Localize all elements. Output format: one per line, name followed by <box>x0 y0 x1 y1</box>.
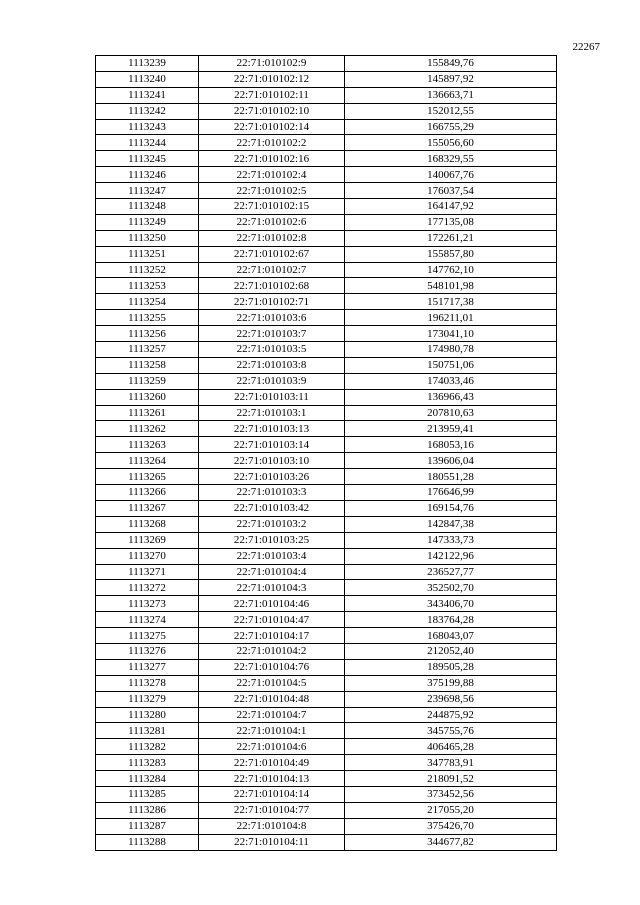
row-number-cell: 1113271 <box>96 564 199 580</box>
row-number-cell: 1113261 <box>96 405 199 421</box>
cadastral-value-cell: 142122,96 <box>345 548 557 564</box>
table-row <box>96 135 557 151</box>
cadastral-number-cell: 22:71:010104:7 <box>199 707 345 723</box>
row-number-cell: 1113282 <box>96 739 199 755</box>
cadastral-value-cell: 168053,16 <box>345 437 557 453</box>
cadastral-value-cell: 142847,38 <box>345 516 557 532</box>
cadastral-number-cell: 22:71:010102:9 <box>199 56 345 72</box>
table-row <box>96 214 557 230</box>
cadastral-number-cell: 22:71:010102:5 <box>199 183 345 199</box>
cadastral-value-cell: 176646,99 <box>345 485 557 501</box>
cadastral-number-cell: 22:71:010103:8 <box>199 357 345 373</box>
cadastral-value-cell: 212052,40 <box>345 643 557 659</box>
table-row <box>96 596 557 612</box>
row-number-cell: 1113275 <box>96 628 199 644</box>
cadastral-value-cell: 207810,63 <box>345 405 557 421</box>
cadastral-number-cell: 22:71:010104:17 <box>199 628 345 644</box>
cadastral-value-cell: 406465,28 <box>345 739 557 755</box>
row-number-cell: 1113276 <box>96 643 199 659</box>
row-number-cell: 1113264 <box>96 453 199 469</box>
cadastral-number-cell: 22:71:010103:4 <box>199 548 345 564</box>
cadastral-value-cell: 168329,55 <box>345 151 557 167</box>
cadastral-value-cell: 180551,28 <box>345 469 557 485</box>
cadastral-number-cell: 22:71:010104:76 <box>199 659 345 675</box>
cadastral-number-cell: 22:71:010102:71 <box>199 294 345 310</box>
table-row <box>96 389 557 405</box>
cadastral-number-cell: 22:71:010102:2 <box>199 135 345 151</box>
cadastral-value-cell: 217055,20 <box>345 802 557 818</box>
cadastral-value-cell: 189505,28 <box>345 659 557 675</box>
cadastral-number-cell: 22:71:010104:4 <box>199 564 345 580</box>
row-number-cell: 1113278 <box>96 675 199 691</box>
cadastral-value-cell: 174033,46 <box>345 373 557 389</box>
table-row <box>96 453 557 469</box>
row-number-cell: 1113265 <box>96 469 199 485</box>
row-number-cell: 1113247 <box>96 183 199 199</box>
cadastral-number-cell: 22:71:010104:8 <box>199 818 345 834</box>
cadastral-number-cell: 22:71:010102:14 <box>199 119 345 135</box>
row-number-cell: 1113267 <box>96 500 199 516</box>
cadastral-number-cell: 22:71:010103:26 <box>199 469 345 485</box>
table-row <box>96 580 557 596</box>
table-row <box>96 802 557 818</box>
table-row <box>96 548 557 564</box>
table-row <box>96 643 557 659</box>
cadastral-value-cell: 147762,10 <box>345 262 557 278</box>
table-row <box>96 87 557 103</box>
table-row <box>96 691 557 707</box>
row-number-cell: 1113273 <box>96 596 199 612</box>
cadastral-number-cell: 22:71:010104:11 <box>199 834 345 850</box>
row-number-cell: 1113286 <box>96 802 199 818</box>
table-row <box>96 326 557 342</box>
table-row <box>96 56 557 72</box>
cadastral-value-cell: 196211,01 <box>345 310 557 326</box>
row-number-cell: 1113272 <box>96 580 199 596</box>
cadastral-number-cell: 22:71:010103:7 <box>199 326 345 342</box>
cadastral-number-cell: 22:71:010104:48 <box>199 691 345 707</box>
table-row <box>96 707 557 723</box>
cadastral-number-cell: 22:71:010104:1 <box>199 723 345 739</box>
row-number-cell: 1113257 <box>96 342 199 358</box>
cadastral-value-cell: 352502,70 <box>345 580 557 596</box>
row-number-cell: 1113241 <box>96 87 199 103</box>
cadastral-number-cell: 22:71:010102:68 <box>199 278 345 294</box>
row-number-cell: 1113248 <box>96 199 199 215</box>
row-number-cell: 1113245 <box>96 151 199 167</box>
cadastral-value-cell: 244875,92 <box>345 707 557 723</box>
table-row <box>96 373 557 389</box>
cadastral-value-cell: 174980,78 <box>345 342 557 358</box>
cadastral-value-cell: 155056,60 <box>345 135 557 151</box>
cadastral-number-cell: 22:71:010104:49 <box>199 755 345 771</box>
row-number-cell: 1113279 <box>96 691 199 707</box>
cadastral-value-cell: 150751,06 <box>345 357 557 373</box>
cadastral-number-cell: 22:71:010104:77 <box>199 802 345 818</box>
cadastral-value-cell: 183764,28 <box>345 612 557 628</box>
cadastral-number-cell: 22:71:010102:67 <box>199 246 345 262</box>
cadastral-value-cell: 145897,92 <box>345 71 557 87</box>
row-number-cell: 1113244 <box>96 135 199 151</box>
cadastral-value-cell: 168043,07 <box>345 628 557 644</box>
cadastral-value-cell: 136663,71 <box>345 87 557 103</box>
cadastral-value-cell: 147333,73 <box>345 532 557 548</box>
cadastral-value-cell: 172261,21 <box>345 230 557 246</box>
row-number-cell: 1113258 <box>96 357 199 373</box>
row-number-cell: 1113287 <box>96 818 199 834</box>
cadastral-value-cell: 373452,56 <box>345 786 557 802</box>
row-number-cell: 1113270 <box>96 548 199 564</box>
cadastral-number-cell: 22:71:010103:9 <box>199 373 345 389</box>
row-number-cell: 1113255 <box>96 310 199 326</box>
row-number-cell: 1113242 <box>96 103 199 119</box>
cadastral-number-cell: 22:71:010103:11 <box>199 389 345 405</box>
row-number-cell: 1113243 <box>96 119 199 135</box>
cadastral-number-cell: 22:71:010103:1 <box>199 405 345 421</box>
table-row <box>96 500 557 516</box>
cadastral-number-cell: 22:71:010102:12 <box>199 71 345 87</box>
row-number-cell: 1113250 <box>96 230 199 246</box>
cadastral-number-cell: 22:71:010103:6 <box>199 310 345 326</box>
row-number-cell: 1113246 <box>96 167 199 183</box>
row-number-cell: 1113269 <box>96 532 199 548</box>
table-row <box>96 71 557 87</box>
row-number-cell: 1113285 <box>96 786 199 802</box>
cadastral-number-cell: 22:71:010104:14 <box>199 786 345 802</box>
cadastral-value-cell: 169154,76 <box>345 500 557 516</box>
table-row <box>96 834 557 850</box>
table-row <box>96 532 557 548</box>
table-row <box>96 469 557 485</box>
table-row <box>96 310 557 326</box>
cadastral-number-cell: 22:71:010103:10 <box>199 453 345 469</box>
table-row <box>96 405 557 421</box>
row-number-cell: 1113274 <box>96 612 199 628</box>
table-row <box>96 739 557 755</box>
cadastral-value-cell: 343406,70 <box>345 596 557 612</box>
row-number-cell: 1113280 <box>96 707 199 723</box>
cadastral-value-cell: 155857,80 <box>345 246 557 262</box>
table-row <box>96 151 557 167</box>
table-row <box>96 516 557 532</box>
cadastral-number-cell: 22:71:010103:13 <box>199 421 345 437</box>
row-number-cell: 1113253 <box>96 278 199 294</box>
table-row <box>96 786 557 802</box>
cadastral-number-cell: 22:71:010104:13 <box>199 771 345 787</box>
cadastral-number-cell: 22:71:010103:3 <box>199 485 345 501</box>
row-number-cell: 1113254 <box>96 294 199 310</box>
cadastral-value-cell: 375199,88 <box>345 675 557 691</box>
cadastral-value-cell: 239698,56 <box>345 691 557 707</box>
cadastral-value-cell: 140067,76 <box>345 167 557 183</box>
table-row <box>96 723 557 739</box>
cadastral-number-cell: 22:71:010104:6 <box>199 739 345 755</box>
table-row <box>96 357 557 373</box>
cadastral-number-cell: 22:71:010102:4 <box>199 167 345 183</box>
row-number-cell: 1113284 <box>96 771 199 787</box>
row-number-cell: 1113266 <box>96 485 199 501</box>
table-row <box>96 199 557 215</box>
row-number-cell: 1113268 <box>96 516 199 532</box>
table-row <box>96 564 557 580</box>
cadastral-value-cell: 166755,29 <box>345 119 557 135</box>
page-number: 22267 <box>572 41 600 53</box>
cadastral-value-cell: 236527,77 <box>345 564 557 580</box>
cadastral-number-cell: 22:71:010102:11 <box>199 87 345 103</box>
cadastral-number-cell: 22:71:010103:42 <box>199 500 345 516</box>
table-row <box>96 103 557 119</box>
table-row <box>96 183 557 199</box>
table-row <box>96 342 557 358</box>
table-row <box>96 612 557 628</box>
row-number-cell: 1113277 <box>96 659 199 675</box>
table-row <box>96 771 557 787</box>
table-row <box>96 294 557 310</box>
cadastral-number-cell: 22:71:010104:3 <box>199 580 345 596</box>
cadastral-number-cell: 22:71:010102:15 <box>199 199 345 215</box>
cadastral-number-cell: 22:71:010103:2 <box>199 516 345 532</box>
cadastral-value-table <box>95 55 557 851</box>
cadastral-value-cell: 218091,52 <box>345 771 557 787</box>
cadastral-value-cell: 155849,76 <box>345 56 557 72</box>
table-row <box>96 818 557 834</box>
cadastral-value-cell: 151717,38 <box>345 294 557 310</box>
cadastral-number-cell: 22:71:010103:5 <box>199 342 345 358</box>
table-row <box>96 755 557 771</box>
cadastral-number-cell: 22:71:010103:25 <box>199 532 345 548</box>
cadastral-number-cell: 22:71:010102:16 <box>199 151 345 167</box>
table-row <box>96 675 557 691</box>
row-number-cell: 1113256 <box>96 326 199 342</box>
cadastral-value-cell: 152012,55 <box>345 103 557 119</box>
row-number-cell: 1113260 <box>96 389 199 405</box>
cadastral-value-cell: 213959,41 <box>345 421 557 437</box>
cadastral-value-cell: 136966,43 <box>345 389 557 405</box>
cadastral-number-cell: 22:71:010102:7 <box>199 262 345 278</box>
table-row <box>96 246 557 262</box>
cadastral-value-cell: 177135,08 <box>345 214 557 230</box>
table-row <box>96 119 557 135</box>
cadastral-value-cell: 347783,91 <box>345 755 557 771</box>
table-row <box>96 230 557 246</box>
table-row <box>96 278 557 294</box>
cadastral-value-cell: 345755,76 <box>345 723 557 739</box>
table-row <box>96 167 557 183</box>
row-number-cell: 1113283 <box>96 755 199 771</box>
cadastral-value-cell: 375426,70 <box>345 818 557 834</box>
cadastral-number-cell: 22:71:010102:10 <box>199 103 345 119</box>
cadastral-value-cell: 548101,98 <box>345 278 557 294</box>
table-row <box>96 628 557 644</box>
row-number-cell: 1113281 <box>96 723 199 739</box>
cadastral-number-cell: 22:71:010102:8 <box>199 230 345 246</box>
row-number-cell: 1113259 <box>96 373 199 389</box>
table-row <box>96 262 557 278</box>
row-number-cell: 1113263 <box>96 437 199 453</box>
row-number-cell: 1113252 <box>96 262 199 278</box>
cadastral-number-cell: 22:71:010104:47 <box>199 612 345 628</box>
cadastral-number-cell: 22:71:010102:6 <box>199 214 345 230</box>
row-number-cell: 1113239 <box>96 56 199 72</box>
row-number-cell: 1113251 <box>96 246 199 262</box>
cadastral-number-cell: 22:71:010104:46 <box>199 596 345 612</box>
cadastral-value-cell: 164147,92 <box>345 199 557 215</box>
row-number-cell: 1113249 <box>96 214 199 230</box>
table-row <box>96 421 557 437</box>
row-number-cell: 1113262 <box>96 421 199 437</box>
cadastral-number-cell: 22:71:010104:5 <box>199 675 345 691</box>
row-number-cell: 1113288 <box>96 834 199 850</box>
cadastral-number-cell: 22:71:010103:14 <box>199 437 345 453</box>
cadastral-value-cell: 176037,54 <box>345 183 557 199</box>
table-body <box>96 56 557 851</box>
table-row <box>96 659 557 675</box>
cadastral-value-cell: 344677,82 <box>345 834 557 850</box>
table-row <box>96 437 557 453</box>
cadastral-value-cell: 173041,10 <box>345 326 557 342</box>
cadastral-value-cell: 139606,04 <box>345 453 557 469</box>
row-number-cell: 1113240 <box>96 71 199 87</box>
cadastral-number-cell: 22:71:010104:2 <box>199 643 345 659</box>
table-row <box>96 485 557 501</box>
